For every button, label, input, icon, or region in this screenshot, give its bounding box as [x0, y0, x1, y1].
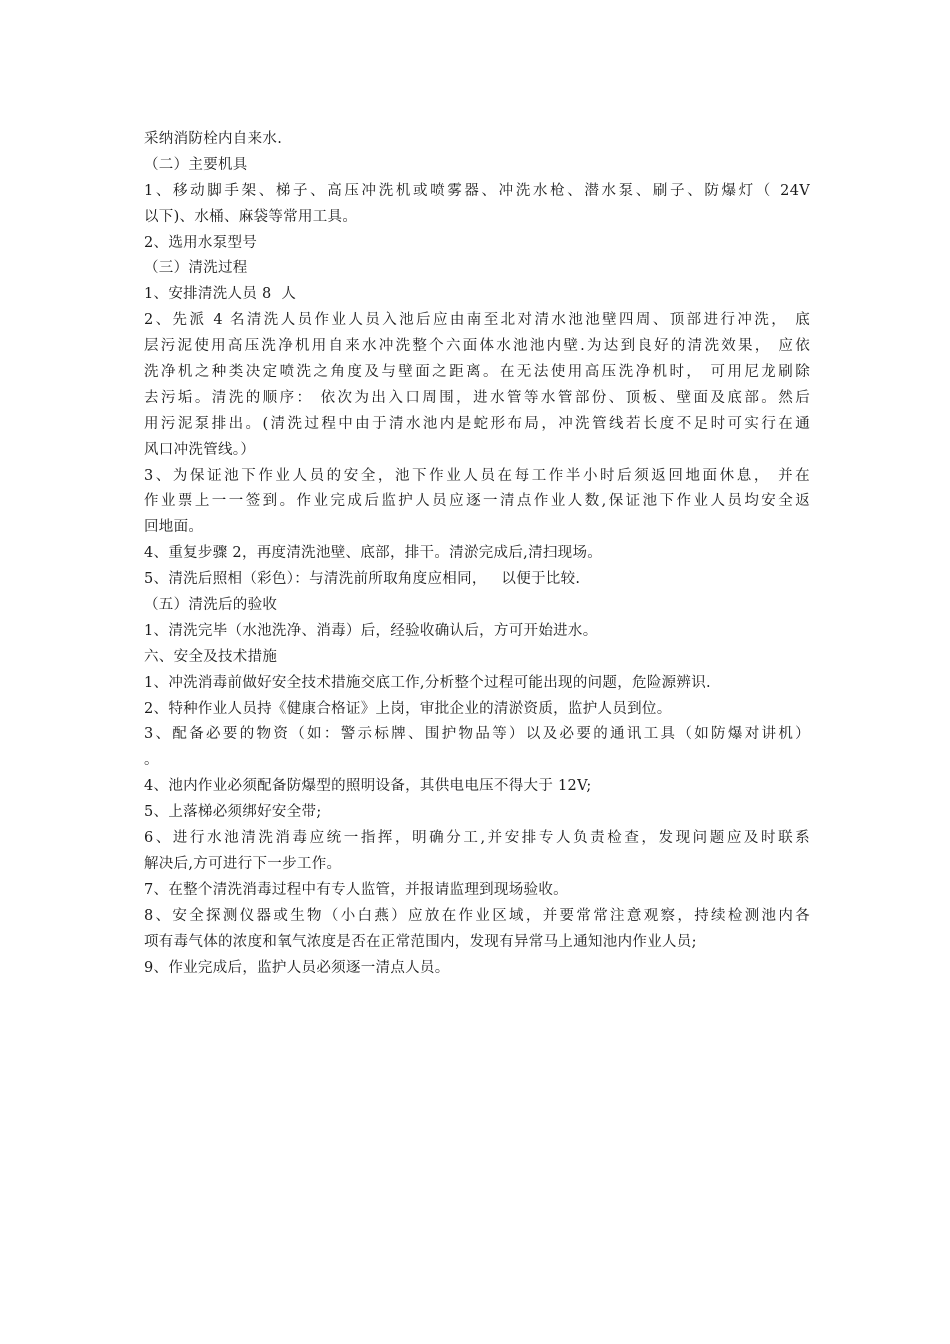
- text-line: 4、重复步骤 2，再度清洗池壁、底部，排干。清淤完成后,清扫现场。: [144, 545, 603, 562]
- text-line: 解决后,方可进行下一步工作。: [144, 855, 342, 872]
- section-heading: （五）清洗后的验收: [144, 597, 278, 614]
- text-line: 1、安排清洗人员 8 人: [144, 286, 297, 303]
- text-line: 1、移动脚手架、梯子、高压冲洗机或喷雾器、冲洗水枪、潜水泵、刷子、防爆灯（ 24V: [144, 182, 810, 199]
- text-line: 项有毒气体的浓度和氧气浓度是否在正常范围内，发现有异常马上通知池内作业人员;: [144, 933, 697, 950]
- text-line: 层污泥使用高压洗净机用自来水冲洗整个六面体水池池内壁.为达到良好的清洗效果， 应依: [144, 338, 810, 355]
- text-line: 8、安全探测仪器或生物（小白燕）应放在作业区域，并要常常注意观察，持续检测池内各: [144, 907, 810, 924]
- text-line: 2、特种作业人员持《健康合格证》上岗，审批企业的清淤资质，监护人员到位。: [144, 700, 672, 717]
- text-line: 3、为保证池下作业人员的安全，池下作业人员在每工作半小时后须返回地面休息， 并在: [144, 467, 810, 484]
- section-heading: （三）清洗过程: [144, 260, 248, 277]
- text-line: 采纳消防栓内自来水.: [144, 131, 283, 147]
- text-line: 3、配备必要的物资（如：警示标牌、围护物品等）以及必要的通讯工具（如防爆对讲机）: [144, 726, 810, 743]
- text-line: 2、选用水泵型号: [144, 234, 258, 251]
- text-line: 2、先派 4 名清洗人员作业人员入池后应由南至北对清水池池壁四周、顶部进行冲洗， 底: [144, 312, 810, 329]
- text-line: 以下)、水桶、麻袋等常用工具。: [144, 208, 358, 225]
- text-line: 7、在整个清洗消毒过程中有专人监管，并报请监理到现场验收。: [144, 881, 568, 898]
- text-line: 洗净机之种类决定喷洗之角度及与壁面之距离。在无法使用高压洗净机时， 可用尼龙刷除: [144, 364, 810, 381]
- text-line: 作业票上一一签到。作业完成后监护人员应逐一清点作业人数,保证池下作业人员均安全返: [144, 493, 810, 510]
- text-line: 1、清洗完毕（水池洗净、消毒）后，经验收确认后，方可开始进水。: [144, 622, 598, 639]
- text-line: 4、池内作业必须配备防爆型的照明设备，其供电电压不得大于 12V;: [144, 778, 592, 795]
- text-line: 5、清洗后照相（彩色）：与清洗前所取角度应相同， 以便于比较.: [144, 571, 581, 588]
- document-page: [144, 127, 810, 981]
- text-line: 1、冲洗消毒前做好安全技术措施交底工作,分析整个过程可能出现的问题，危险源辨识.: [144, 674, 711, 691]
- text-line: 。: [144, 752, 159, 769]
- section-heading: （二）主要机具: [144, 156, 248, 173]
- text-line: 9、作业完成后，监护人员必须逐一清点人员。: [144, 959, 450, 976]
- text-line: 用污泥泵排出。(清洗过程中由于清水池内是蛇形布局，冲洗管线若长度不足时可实行在通: [144, 415, 810, 432]
- text-line: 6、进行水池清洗消毒应统一指挥，明确分工,并安排专人负责检查，发现问题应及时联系: [144, 830, 810, 847]
- text-line: 5、上落梯必须绑好安全带;: [144, 804, 322, 821]
- section-heading: 六、安全及技术措施: [144, 648, 278, 665]
- text-line: 回地面。: [144, 519, 204, 536]
- text-line: 去污垢。清洗的顺序： 依次为出入口周围，进水管等水管部份、顶板、壁面及底部。然后: [144, 389, 810, 406]
- text-line: 风口冲洗管线。）: [144, 441, 256, 458]
